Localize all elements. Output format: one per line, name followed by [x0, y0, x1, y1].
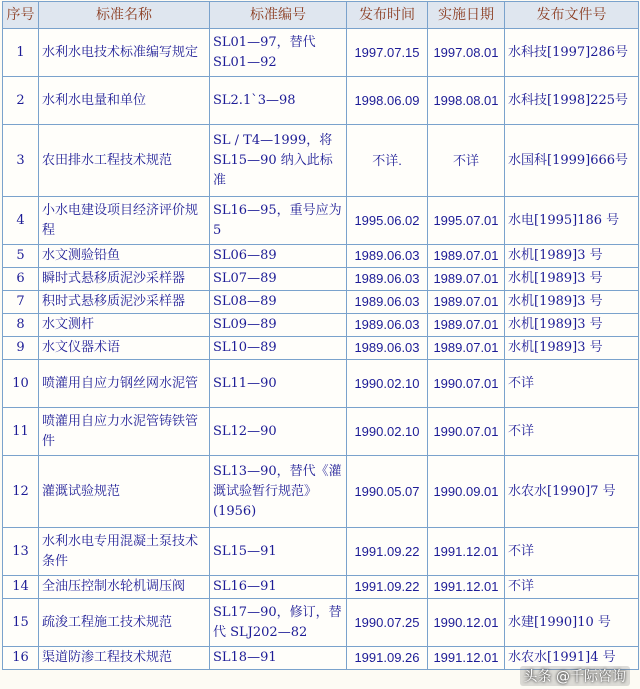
publish-date-cell: 1991.09.22 [347, 576, 428, 599]
document-number-cell: 水机[1989]3 号 [505, 268, 639, 291]
standard-code-cell: SL17—90，修订，替代 SLJ202—82 [210, 599, 347, 647]
table-row [3, 314, 639, 337]
document-number-cell: 不详 [505, 576, 639, 599]
standard-code-cell: SL01—97，替代SL01—92 [210, 29, 347, 77]
document-number-cell: 水农水[1991]4 号 [505, 647, 639, 670]
document-number-cell: 水电[1995]186 号 [505, 197, 639, 245]
row-number-cell: 4 [3, 197, 39, 245]
standard-code-cell: SL08—89 [210, 291, 347, 314]
document-number-cell: 水机[1989]3 号 [505, 337, 639, 360]
standard-name-cell: 水利水电技术标准编写规定 [39, 29, 210, 77]
publish-date-cell: 1995.06.02 [347, 197, 428, 245]
col-header-name: 标准名称 [39, 2, 210, 29]
row-number-cell: 16 [3, 647, 39, 670]
effective-date-cell: 1995.07.01 [428, 197, 505, 245]
standard-code-cell: SL07—89 [210, 268, 347, 291]
document-number-cell: 不详 [505, 528, 639, 576]
table-row [3, 337, 639, 360]
standard-code-cell: SL2.1`3—98 [210, 77, 347, 125]
standard-name-cell: 灌溉试验规范 [39, 456, 210, 528]
effective-date-cell: 1998.08.01 [428, 77, 505, 125]
publish-date-cell: 1991.09.26 [347, 647, 428, 670]
standard-code-cell: SL13—90，替代《灌溉试验暂行规范》 (1956) [210, 456, 347, 528]
document-number-cell: 不详 [505, 360, 639, 408]
document-number-cell: 水建[1990]10 号 [505, 599, 639, 647]
row-number-cell: 10 [3, 360, 39, 408]
publish-date-cell: 1997.07.15 [347, 29, 428, 77]
row-number-cell: 6 [3, 268, 39, 291]
col-header-code: 标准编号 [210, 2, 347, 29]
row-number-cell: 7 [3, 291, 39, 314]
standard-code-cell: SL16—95，重号应为 5 [210, 197, 347, 245]
standard-name-cell: 渠道防渗工程技术规范 [39, 647, 210, 670]
standard-name-cell: 疏浚工程施工技术规范 [39, 599, 210, 647]
row-number-cell: 12 [3, 456, 39, 528]
row-number-cell: 3 [3, 125, 39, 197]
publish-date-cell: 1989.06.03 [347, 268, 428, 291]
row-number-cell: 8 [3, 314, 39, 337]
document-number-cell: 水国科[1999]666号 [505, 125, 639, 197]
effective-date-cell: 1989.07.01 [428, 268, 505, 291]
table-row [3, 576, 639, 599]
table-row [3, 291, 639, 314]
row-number-cell: 1 [3, 29, 39, 77]
effective-date-cell: 1989.07.01 [428, 337, 505, 360]
effective-date-cell: 1990.12.01 [428, 599, 505, 647]
effective-date-cell: 1989.07.01 [428, 291, 505, 314]
table-row [3, 360, 639, 408]
standard-name-cell: 水利水电专用混凝土泵技术条件 [39, 528, 210, 576]
effective-date-cell: 1997.08.01 [428, 29, 505, 77]
document-number-cell: 水农水[1990]7 号 [505, 456, 639, 528]
document-number-cell: 水机[1989]3 号 [505, 291, 639, 314]
standard-code-cell: SL16—91 [210, 576, 347, 599]
standards-table-container [2, 1, 638, 670]
table-row [3, 599, 639, 647]
standard-name-cell: 水文仪器术语 [39, 337, 210, 360]
document-number-cell: 水科技[1997]286号 [505, 29, 639, 77]
standard-name-cell: 瞬时式悬移质泥沙采样器 [39, 268, 210, 291]
publish-date-cell: 1990.05.07 [347, 456, 428, 528]
standard-code-cell: SL06—89 [210, 245, 347, 268]
publish-date-cell: 1991.09.22 [347, 528, 428, 576]
publish-date-cell: 不详. [347, 125, 428, 197]
standard-code-cell: SL09—89 [210, 314, 347, 337]
effective-date-cell: 1989.07.01 [428, 245, 505, 268]
standard-name-cell: 喷灌用自应力水泥管铸铁管件 [39, 408, 210, 456]
row-number-cell: 5 [3, 245, 39, 268]
table-row [3, 528, 639, 576]
publish-date-cell: 1989.06.03 [347, 314, 428, 337]
table-row [3, 197, 639, 245]
table-row [3, 408, 639, 456]
publish-date-cell: 1990.07.25 [347, 599, 428, 647]
row-number-cell: 14 [3, 576, 39, 599]
standard-name-cell: 农田排水工程技术规范 [39, 125, 210, 197]
standard-code-cell: SL15—91 [210, 528, 347, 576]
table-row [3, 456, 639, 528]
watermark: 头条 @千际咨询 [520, 666, 630, 686]
effective-date-cell: 1990.07.01 [428, 408, 505, 456]
document-number-cell: 水机[1989]3 号 [505, 314, 639, 337]
row-number-cell: 15 [3, 599, 39, 647]
standard-name-cell: 水文测杆 [39, 314, 210, 337]
standard-code-cell: SL11—90 [210, 360, 347, 408]
effective-date-cell: 1990.09.01 [428, 456, 505, 528]
row-number-cell: 2 [3, 77, 39, 125]
table-row [3, 29, 639, 77]
document-number-cell: 不详 [505, 408, 639, 456]
publish-date-cell: 1990.02.10 [347, 360, 428, 408]
col-header-document-no: 发布文件号 [505, 2, 639, 29]
effective-date-cell: 1991.12.01 [428, 528, 505, 576]
publish-date-cell: 1990.02.10 [347, 408, 428, 456]
effective-date-cell: 1990.07.01 [428, 360, 505, 408]
standard-code-cell: SL10—89 [210, 337, 347, 360]
standard-name-cell: 全油压控制水轮机调压阀 [39, 576, 210, 599]
row-number-cell: 11 [3, 408, 39, 456]
col-header-publish-date: 发布时间 [347, 2, 428, 29]
standard-code-cell: SL18—91 [210, 647, 347, 670]
publish-date-cell: 1989.06.03 [347, 337, 428, 360]
standard-code-cell: SL / T4—1999，将SL15—90 纳入此标准 [210, 125, 347, 197]
standard-name-cell: 水文测验铅鱼 [39, 245, 210, 268]
col-header-effective-date: 实施日期 [428, 2, 505, 29]
document-number-cell: 水机[1989]3 号 [505, 245, 639, 268]
publish-date-cell: 1989.06.03 [347, 245, 428, 268]
col-header-no: 序号 [3, 2, 39, 29]
publish-date-cell: 1989.06.03 [347, 291, 428, 314]
table-row [3, 77, 639, 125]
table-header-row [3, 2, 639, 29]
effective-date-cell: 1989.07.01 [428, 314, 505, 337]
table-row [3, 245, 639, 268]
standard-name-cell: 水利水电量和单位 [39, 77, 210, 125]
standard-name-cell: 积时式悬移质泥沙采样器 [39, 291, 210, 314]
standard-name-cell: 喷灌用自应力钢丝网水泥管 [39, 360, 210, 408]
row-number-cell: 13 [3, 528, 39, 576]
effective-date-cell: 1991.12.01 [428, 647, 505, 670]
table-row [3, 268, 639, 291]
row-number-cell: 9 [3, 337, 39, 360]
effective-date-cell: 不详 [428, 125, 505, 197]
standards-table [2, 1, 639, 670]
table-row [3, 125, 639, 197]
effective-date-cell: 1991.12.01 [428, 576, 505, 599]
publish-date-cell: 1998.06.09 [347, 77, 428, 125]
standard-name-cell: 小水电建设项目经济评价规程 [39, 197, 210, 245]
standard-code-cell: SL12—90 [210, 408, 347, 456]
document-number-cell: 水科技[1998]225号 [505, 77, 639, 125]
